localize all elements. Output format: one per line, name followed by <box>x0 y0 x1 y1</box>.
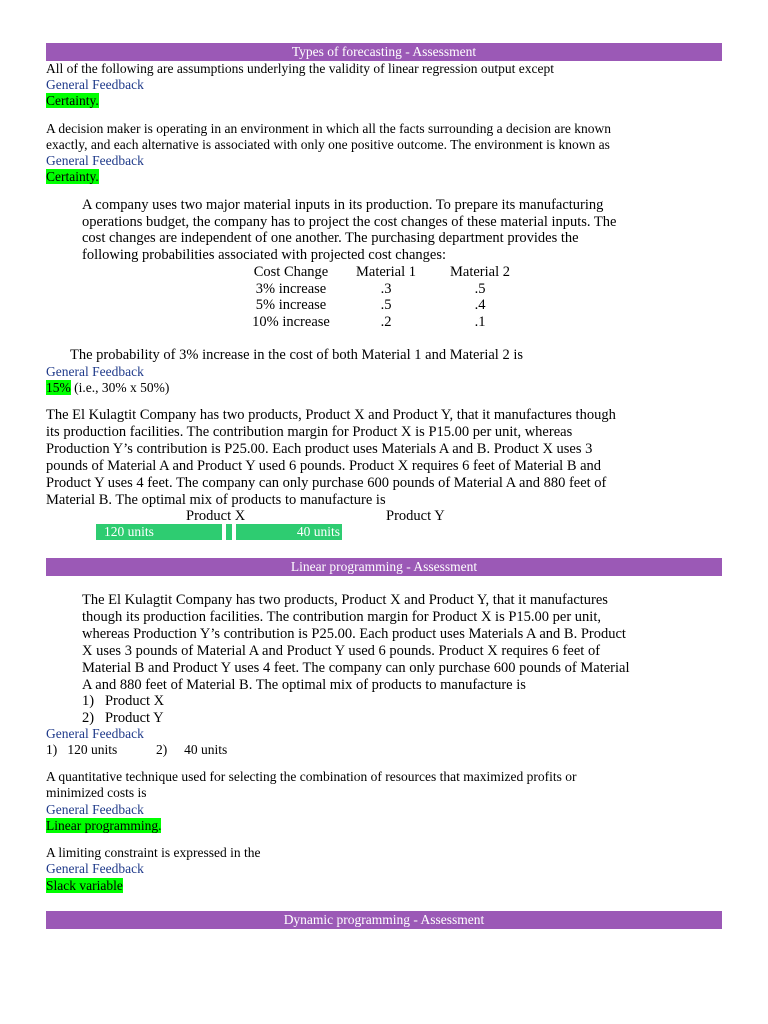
answer-highlight: Certainty. <box>46 93 99 108</box>
question-text: A company uses two major material inputs in its production. To prepare its manufacturing <box>82 197 604 213</box>
general-feedback-label: General Feedback <box>46 153 144 168</box>
general-feedback-label: General Feedback <box>46 77 144 92</box>
question-text: its production facilities. The contribution margin for Product X is P15.00 per unit, whereas <box>46 424 573 440</box>
answer-value: 40 units <box>296 524 340 539</box>
question-text: exactly, and each alternative is associated with only one positive outcome. The environment is known as <box>46 137 610 152</box>
answer-highlight: Linear programming. <box>46 818 162 833</box>
table-row <box>240 314 530 331</box>
table-cell: 10% increase <box>252 313 330 330</box>
question-text: A decision maker is operating in an environment in which all the facts surrounding a decision are known <box>46 121 611 136</box>
question-text: The El Kulagtit Company has two products, Product X and Product Y, that it manufactures <box>82 592 608 608</box>
answer-highlight: Slack variable <box>46 878 123 893</box>
question-text: pounds of Material A and Product Y used 6 pounds. Product X requires 6 feet of Material B and <box>46 458 602 474</box>
table-header: Cost Change <box>253 264 329 280</box>
question-text: following probabilities associated with projected cost changes: <box>82 246 447 263</box>
general-feedback-label: General Feedback <box>46 861 144 876</box>
answer-cell-divider <box>224 524 234 540</box>
table-cell: .2 <box>380 313 392 330</box>
question-text: operations budget, the company has to project the cost changes of these material inputs. The <box>82 213 617 230</box>
question-text: The probability of 3% increase in the cost of both Material 1 and Material 2 is <box>70 347 523 363</box>
answer-highlight: 15% <box>46 380 71 395</box>
question-text: cost changes are independent of one another. The purchasing department provides the <box>82 230 579 246</box>
table-cell: .5 <box>380 297 392 314</box>
answer-note: (i.e., 30% x 50%) <box>70 380 170 395</box>
question-text: A quantitative technique used for selecting the combination of resources that maximized profits or <box>46 769 577 784</box>
question-text: Production Y’s contribution is P25.00. Each product uses Materials A and B. Product X uses 3 <box>46 441 593 457</box>
question-text: Product Y uses 4 feet. The company can only purchase 600 pounds of Material A and 880 feet of <box>46 475 607 491</box>
answer-value: 120 units <box>104 524 154 539</box>
question-text: whereas Production Y’s contribution is P25.00. Each product uses Materials A and B. Product <box>82 626 626 642</box>
answer-item: 1) 120 units <box>46 742 118 757</box>
table-header: Material 2 <box>450 264 510 280</box>
answer-highlight: Certainty. <box>46 169 99 184</box>
list-item: 1) Product X <box>82 693 165 709</box>
table-cell: .5 <box>474 280 486 297</box>
section-header-dynamic-programming: Dynamic programming - Assessment <box>46 911 722 929</box>
answer-item: 2) 40 units <box>156 742 228 757</box>
question-text: Material B. The optimal mix of products to manufacture is <box>46 492 386 508</box>
table-row <box>240 297 530 314</box>
general-feedback-label: General Feedback <box>46 802 144 817</box>
section-header-forecasting: Types of forecasting - Assessment <box>46 43 722 61</box>
question-text: A limiting constraint is expressed in the <box>46 845 261 860</box>
table-row <box>240 281 530 298</box>
question-text: minimized costs is <box>46 785 147 800</box>
table-cell: 5% increase <box>255 297 327 314</box>
table-cell: .1 <box>474 313 486 330</box>
question-text: X uses 3 pounds of Material A and Product Y used 6 pounds. Product X requires 6 feet of <box>82 643 601 659</box>
table-header: Material 1 <box>356 264 416 280</box>
table-header-row <box>240 264 530 281</box>
question-text: A and 880 feet of Material B. The optimal mix of products to manufacture is <box>82 677 526 693</box>
question-text: though its production facilities. The contribution margin for Product X is P15.00 per unit, <box>82 609 601 625</box>
question-text: All of the following are assumptions underlying the validity of linear regression output except <box>46 61 555 76</box>
list-item: 2) Product Y <box>82 710 164 726</box>
question-text: Material B and Product Y uses 4 feet. The company can only purchase 600 pounds of Material <box>82 660 630 676</box>
table-cell: .4 <box>474 297 486 314</box>
probability-table <box>240 264 530 330</box>
section-header-linear-programming: Linear programming - Assessment <box>46 558 722 576</box>
answer-cell-product-y <box>236 524 342 540</box>
table-cell: .3 <box>380 280 392 297</box>
general-feedback-label: General Feedback <box>46 364 144 379</box>
table-cell: 3% increase <box>255 280 327 297</box>
column-label-product-x: Product X <box>186 508 246 524</box>
column-label-product-y: Product Y <box>386 508 445 524</box>
answer-cell-product-x <box>94 524 222 540</box>
question-text: The El Kulagtit Company has two products, Product X and Product Y, that it manufactures though <box>46 407 616 423</box>
general-feedback-label: General Feedback <box>46 726 144 741</box>
